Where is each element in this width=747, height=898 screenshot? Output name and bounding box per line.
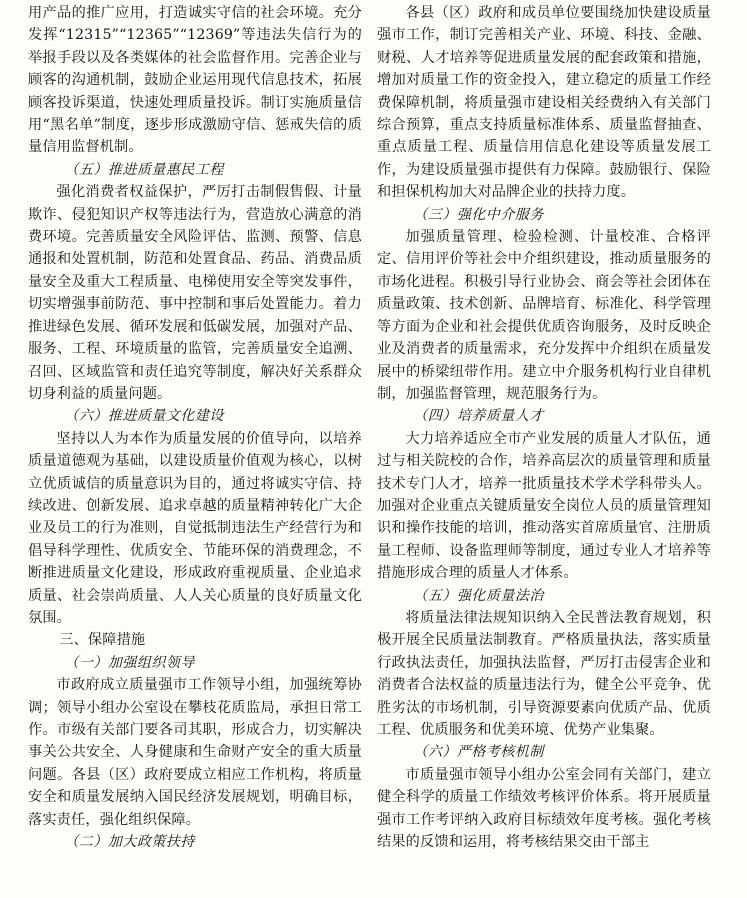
paragraph-organizational-leadership: 市政府成立质量强市工作领导小组，加强统筹协调；领导小组办公室设在攀枝花质监局，承担日常工作。市级有关部门要各司其职，形成合力，切实解决事关公共安全、人身健康和生命财产安全的重大质量问题。各县（区）政府要成立相应工作机构，将质量安全和质量发展纳入国民经济发展规划，明确目标，落实责任，强化组织保障。 [28, 677, 362, 828]
section-heading-safeguards: 三、保障措施 [59, 632, 146, 649]
right-column [377, 2, 711, 853]
paragraph-quality-talent: 大力培养适应全市产业发展的质量人才队伍，通过与相关院校的合作，培养高层次的质量管理和质量技术专门人才，培养一批质量技术学术学科带头人。加强对企业重点关键质量安全岗位人员的质量管理知识和操作技能的培训，推动落实首席质量官、注册质量工程师、设备监理师等制度，通过专业人才培养等措施形成合理的质量人才体系。 [377, 430, 711, 582]
paragraph-quality-credit: 用产品的推广应用，打造诚实守信的社会环境。充分发挥“12315”“12365”“12369”等违法失信行为的举报手段以及各类媒体的社会监督作用。完善企业与顾客的沟通机制，鼓励企业运用现代信息技术，拓展顾客投诉渠道，快速处理质量投诉。制订实施质量信用“黑名单”制度，逐步形成激励守信、惩戒失信的质量信用监督机制。 [28, 5, 362, 156]
heading-assessment-mechanism: （六）严格考核机制 [413, 744, 544, 761]
paragraph-consumer-protection: 强化消费者权益保护，严厉打击制假售假、计量欺诈、侵犯知识产权等违法行为，营造放心满意的消费环境。完善质量安全风险评估、监测、预警、信息通报和处置机制，防范和处置食品、药品、消费品质量安全及重大工程质量、电梯使用安全等突发事件，切实增强事前防范、事中控制和事后处置能力。着力推进绿色发展、循环发展和低碳发展，加强对产品、服务、工程、环境质量的监管，完善质量安全追溯、召回、区域监管和责任追究等制度，解决好关系群众切身利益的质量问题。 [28, 184, 362, 402]
heading-organizational-leadership: （一）加强组织领导 [64, 654, 195, 671]
paragraph-quality-culture: 坚持以人为本作为质量发展的价值导向，以培养质量道德观为基础，以建设质量价值观为核心，以树立优质诚信的质量意识为目的，通过将诚实守信、持续改进、创新发展、追求卓越的质量精神转化广大企业及员工的行为准则，自觉抵制违法生产经营行为和倡导科学理性、优质安全、节能环保的消费理念，不断推进质量文化建设，形成政府重视质量、企业追求质量、社会崇尚质量、人人关心质量的良好质量文化氛围。 [28, 430, 362, 626]
heading-quality-benefit-project: （五）推进质量惠民工程 [64, 161, 224, 178]
heading-quality-culture: （六）推进质量文化建设 [64, 408, 224, 425]
left-column [28, 2, 362, 853]
paragraph-intermediary-services: 加强质量管理、检验检测、计量校准、合格评定、信用评价等社会中介组织建设，推动质量服务的市场化进程。积极引导行业协会、商会等社会团体在质量政策、技术创新、品牌培育、标准化、科学管理等方面为企业和社会提供优质咨询服务，及时反映企业及消费者的质量需求，充分发挥中介组织在质量发展中的桥梁纽带作用。建立中介服务机构行业自律机制，加强监督管理，规范服务行为。 [377, 229, 711, 402]
heading-quality-talent: （四）培养质量人才 [413, 408, 544, 425]
column-gutter [367, 0, 368, 898]
paragraph-assessment-mechanism: 市质量强市领导小组办公室会同有关部门，建立健全科学的质量工作绩效考核评价体系。将开展质量强市工作考评纳入政府目标绩效年度考核。强化考核结果的反馈和运用，将考核结果交由干部主 [377, 766, 711, 851]
heading-quality-rule-of-law: （五）强化质量法治 [413, 587, 544, 604]
paragraph-policy-support: 各县（区）政府和成员单位要围绕加快建设质量强市工作，制订完善相关产业、环境、科技、金融、财税、人才培养等促进质量发展的配套政策和措施，增加对质量工作的资金投入，建立稳定的质量工作经费保障机制，将质量强市建设相关经费纳入有关部门综合预算，重点支持质量标准体系、质量监督抽查、重点质量工程、质量信用信息化建设等质量发展工作，为建设质量强市提供有力保障。鼓励银行、保险和担保机构加大对品牌企业的扶持力度。 [377, 5, 711, 201]
heading-intermediary-services: （三）强化中介服务 [413, 206, 544, 223]
paragraph-quality-rule-of-law: 将质量法律法规知识纳入全民普法教育规划，积极开展全民质量法制教育。严格质量执法，落实质量行政执法责任，加强执法监督，严厉打击侵害企业和消费者合法权益的质量违法行为，健全公平竞争、优胜劣汰的市场机制，引导资源要素向优质产品、优质工程、优质服务和优美环境、优势产业集聚。 [377, 609, 711, 738]
heading-policy-support: （二）加大政策扶持 [64, 834, 195, 851]
